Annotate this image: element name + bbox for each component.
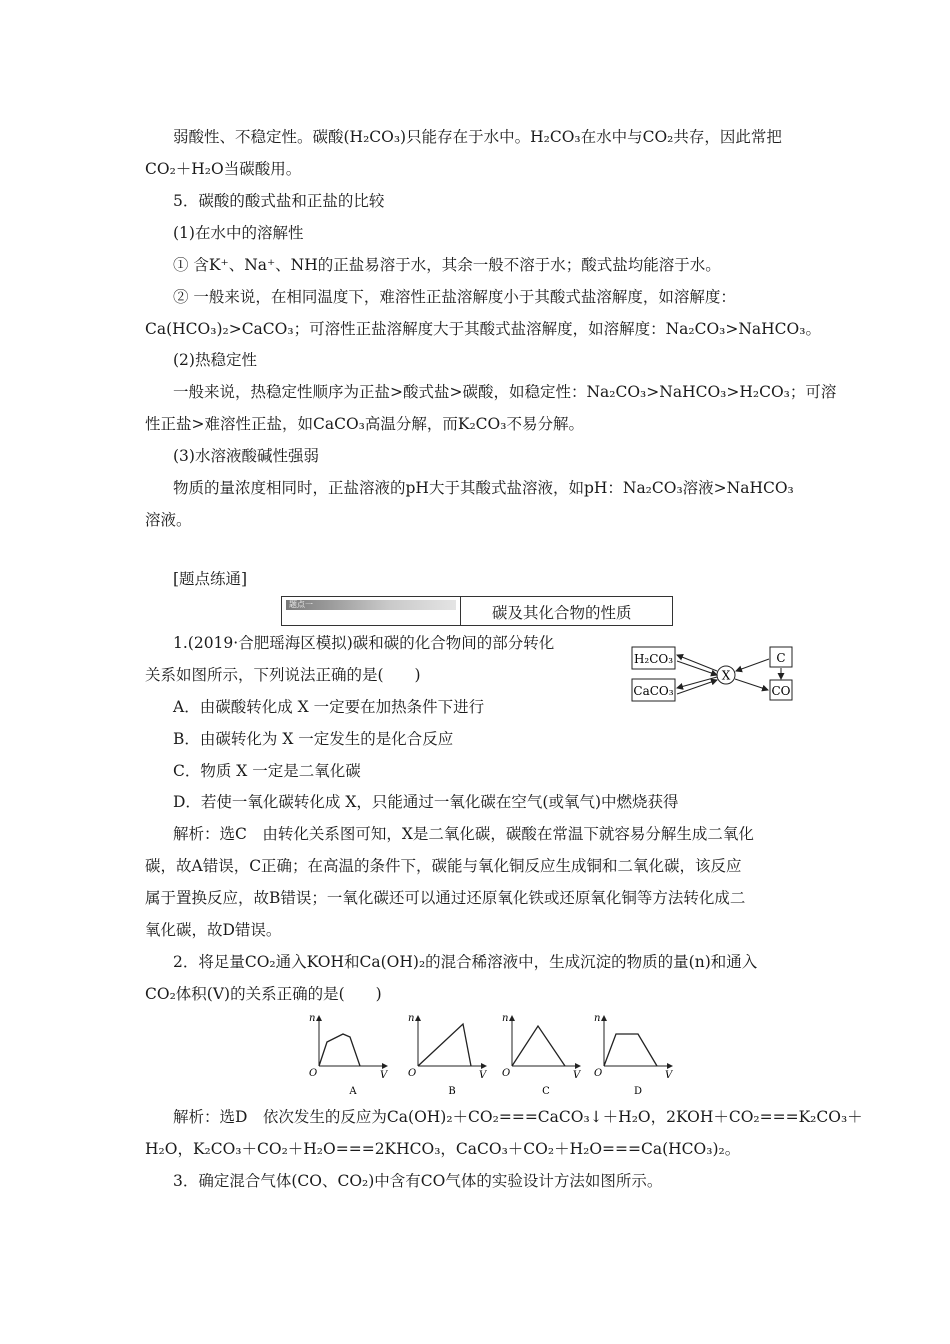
answer-1: 氧化碳，故D错误。	[145, 921, 282, 939]
axis-n-label: n	[594, 1013, 601, 1024]
answer-2: 解析：选D 依次发生的反应为Ca(OH)₂＋CO₂===CaCO₃↓＋H₂O，2KOH＋CO₂===K₂CO₃＋	[173, 1108, 863, 1126]
origin-label: O	[408, 1068, 417, 1079]
topic-tag-label: 题点一	[289, 600, 313, 609]
graph-a-label: A	[349, 1086, 357, 1097]
origin-label: O	[309, 1068, 318, 1079]
topic-tag-title: 碳及其化合物的性质	[492, 604, 632, 622]
text-line: 一般来说，热稳定性顺序为正盐>酸式盐>碳酸，如稳定性：Na₂CO₃>NaHCO₃>H₂CO₃；可溶	[173, 383, 837, 401]
question-1-option-c: C．物质 X 一定是二氧化碳	[173, 762, 361, 780]
text-line: CO₂＋H₂O当碳酸用。	[145, 160, 302, 178]
subsection-heading: (1)在水中的溶解性	[173, 224, 304, 242]
origin-label: O	[594, 1068, 603, 1079]
topic-tag	[281, 596, 673, 626]
text-line: 溶液。	[145, 511, 192, 529]
question-2-graphs	[305, 1010, 685, 1098]
arrow-x-to-co	[735, 679, 768, 690]
graph-a-curve	[319, 1034, 360, 1066]
arrow-c-to-x	[736, 659, 769, 671]
practice-heading: [题点练通]	[173, 570, 248, 588]
graph-d	[594, 1013, 674, 1097]
topic-tag-divider	[460, 597, 461, 625]
graph-b-label: B	[448, 1086, 456, 1097]
subsection-heading: (2)热稳定性	[173, 351, 257, 369]
caco3-label: CaCO₃	[633, 684, 674, 698]
axis-v-label: V	[380, 1070, 388, 1081]
question-1-option-b: B．由碳转化为 X 一定发生的是化合反应	[173, 730, 454, 748]
graph-a	[309, 1013, 389, 1097]
graph-c-label: C	[542, 1086, 550, 1097]
axis-n-label: n	[309, 1013, 316, 1024]
graph-c	[502, 1013, 582, 1097]
h2co3-label: H₂CO₃	[633, 652, 674, 666]
co-label: CO	[771, 684, 791, 698]
question-3-stem: 3．确定混合气体(CO、CO₂)中含有CO气体的实验设计方法如图所示。	[173, 1172, 663, 1190]
question-2-stem: CO₂体积(V)的关系正确的是( )	[145, 985, 382, 1003]
question-1-stem: 1.(2019·合肥瑶海区模拟)碳和碳的化合物间的部分转化	[173, 634, 555, 652]
question-2-stem: 2．将足量CO₂通入KOH和Ca(OH)₂的混合稀溶液中，生成沉淀的物质的量(n)和通入	[173, 953, 758, 971]
question-1-option-d: D．若使一氧化碳转化成 X，只能通过一氧化碳在空气(或氧气)中燃烧获得	[173, 793, 679, 811]
text-line: 性正盐>难溶性正盐，如CaCO₃高温分解，而K₂CO₃不易分解。	[145, 415, 584, 433]
carbon-conversion-diagram	[630, 642, 796, 706]
graph-c-curve	[512, 1026, 565, 1066]
axis-v-label: V	[665, 1070, 673, 1081]
section-heading: 5．碳酸的酸式盐和正盐的比较	[173, 192, 385, 210]
answer-1: 解析：选C 由转化关系图可知，X是二氧化碳，碳酸在常温下就容易分解生成二氧化	[173, 825, 754, 843]
question-1-option-a: A．由碳酸转化成 X 一定要在加热条件下进行	[173, 698, 485, 716]
text-line: Ca(HCO₃)₂>CaCO₃；可溶性正盐溶解度大于其酸式盐溶解度，如溶解度：Na₂CO₃>NaHCO₃。	[145, 320, 821, 338]
axis-n-label: n	[408, 1013, 415, 1024]
graph-b	[408, 1013, 488, 1097]
axis-v-label: V	[479, 1070, 487, 1081]
c-label: C	[776, 651, 786, 665]
answer-2: H₂O，K₂CO₃＋CO₂＋H₂O===2KHCO₃，CaCO₃＋CO₂＋H₂O===Ca(HCO₃)₂。	[145, 1140, 741, 1158]
graph-b-curve	[418, 1024, 471, 1066]
answer-1: 碳，故A错误，C正确；在高温的条件下，碳能与氧化铜反应生成铜和二氧化碳，该反应	[145, 857, 742, 875]
x-label: X	[721, 668, 731, 683]
topic-tag-banner	[286, 600, 456, 610]
text-line: ① 含K⁺、Na⁺、NH的正盐易溶于水，其余一般不溶于水；酸式盐均能溶于水。	[173, 256, 721, 274]
origin-label: O	[502, 1068, 511, 1079]
graph-d-label: D	[633, 1086, 643, 1097]
text-line: 物质的量浓度相同时，正盐溶液的pH大于其酸式盐溶液，如pH：Na₂CO₃溶液>NaHCO₃	[173, 479, 794, 497]
subsection-heading: (3)水溶液酸碱性强弱	[173, 447, 319, 465]
text-line: 弱酸性、不稳定性。碳酸(H₂CO₃)只能存在于水中。H₂CO₃在水中与CO₂共存，因此常把	[173, 128, 782, 146]
question-1-stem: 关系如图所示，下列说法正确的是( )	[145, 666, 421, 684]
answer-1: 属于置换反应，故B错误；一氧化碳还可以通过还原氧化铁或还原氧化铜等方法转化成二	[145, 889, 746, 907]
text-line: ② 一般来说，在相同温度下，难溶性正盐溶解度小于其酸式盐溶解度，如溶解度：	[173, 288, 736, 306]
axis-n-label: n	[502, 1013, 509, 1024]
axis-v-label: V	[573, 1070, 581, 1081]
graph-d-curve	[604, 1034, 657, 1066]
